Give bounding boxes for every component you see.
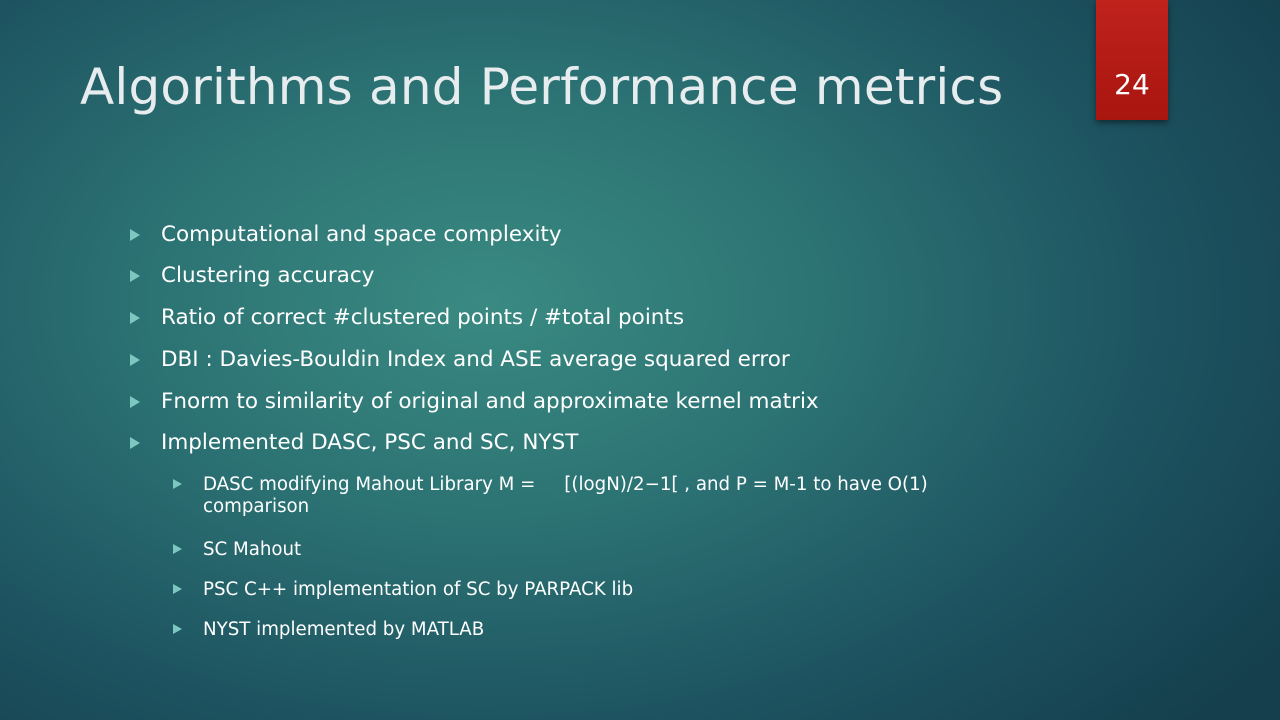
bullet-arrow-icon [130,270,140,282]
bullet-arrow-icon [130,312,140,324]
bullet-item [130,389,1030,415]
sub-bullet-item [173,579,1023,601]
bullet-arrow-icon [130,437,140,449]
sub-bullet-text: DASC modifying Mahout Library M = [(logN)/2−1[ , and P = M-1 to have O(1) comparison [203,474,934,517]
sub-bullet-text: PSC C++ implementation of SC by PARPACK lib [203,579,634,600]
bullet-item [130,263,1030,289]
bullet-arrow-icon [130,354,140,366]
bullet-text: Fnorm to similarity of original and approximate kernel matrix [161,389,819,414]
sub-bullet-arrow-icon [173,479,182,489]
page-number-tab [1096,0,1168,120]
bullet-item [130,222,1030,248]
bullet-text: Computational and space complexity [161,222,562,247]
bullet-text: Ratio of correct #clustered points / #total points [161,305,685,330]
sub-bullet-arrow-icon [173,544,182,554]
bullet-item [130,347,1030,373]
sub-bullet-item [173,539,1023,561]
slide-title: Algorithms and Performance metrics [80,58,1004,116]
bullet-text: Implemented DASC, PSC and SC, NYST [161,430,579,455]
bullet-arrow-icon [130,396,140,408]
sub-bullet-text: SC Mahout [203,539,302,560]
bullet-text: Clustering accuracy [161,263,375,288]
bullet-item [130,305,1030,331]
bullet-item [130,430,1030,456]
sub-bullet-item [173,619,1023,641]
page-number: 24 [1114,68,1150,101]
sub-bullet-item [173,474,1023,518]
sub-bullet-text: NYST implemented by MATLAB [203,619,485,640]
bullet-arrow-icon [130,229,140,241]
sub-bullet-arrow-icon [173,584,182,594]
sub-bullet-arrow-icon [173,624,182,634]
bullet-text: DBI : Davies-Bouldin Index and ASE average squared error [161,347,790,372]
